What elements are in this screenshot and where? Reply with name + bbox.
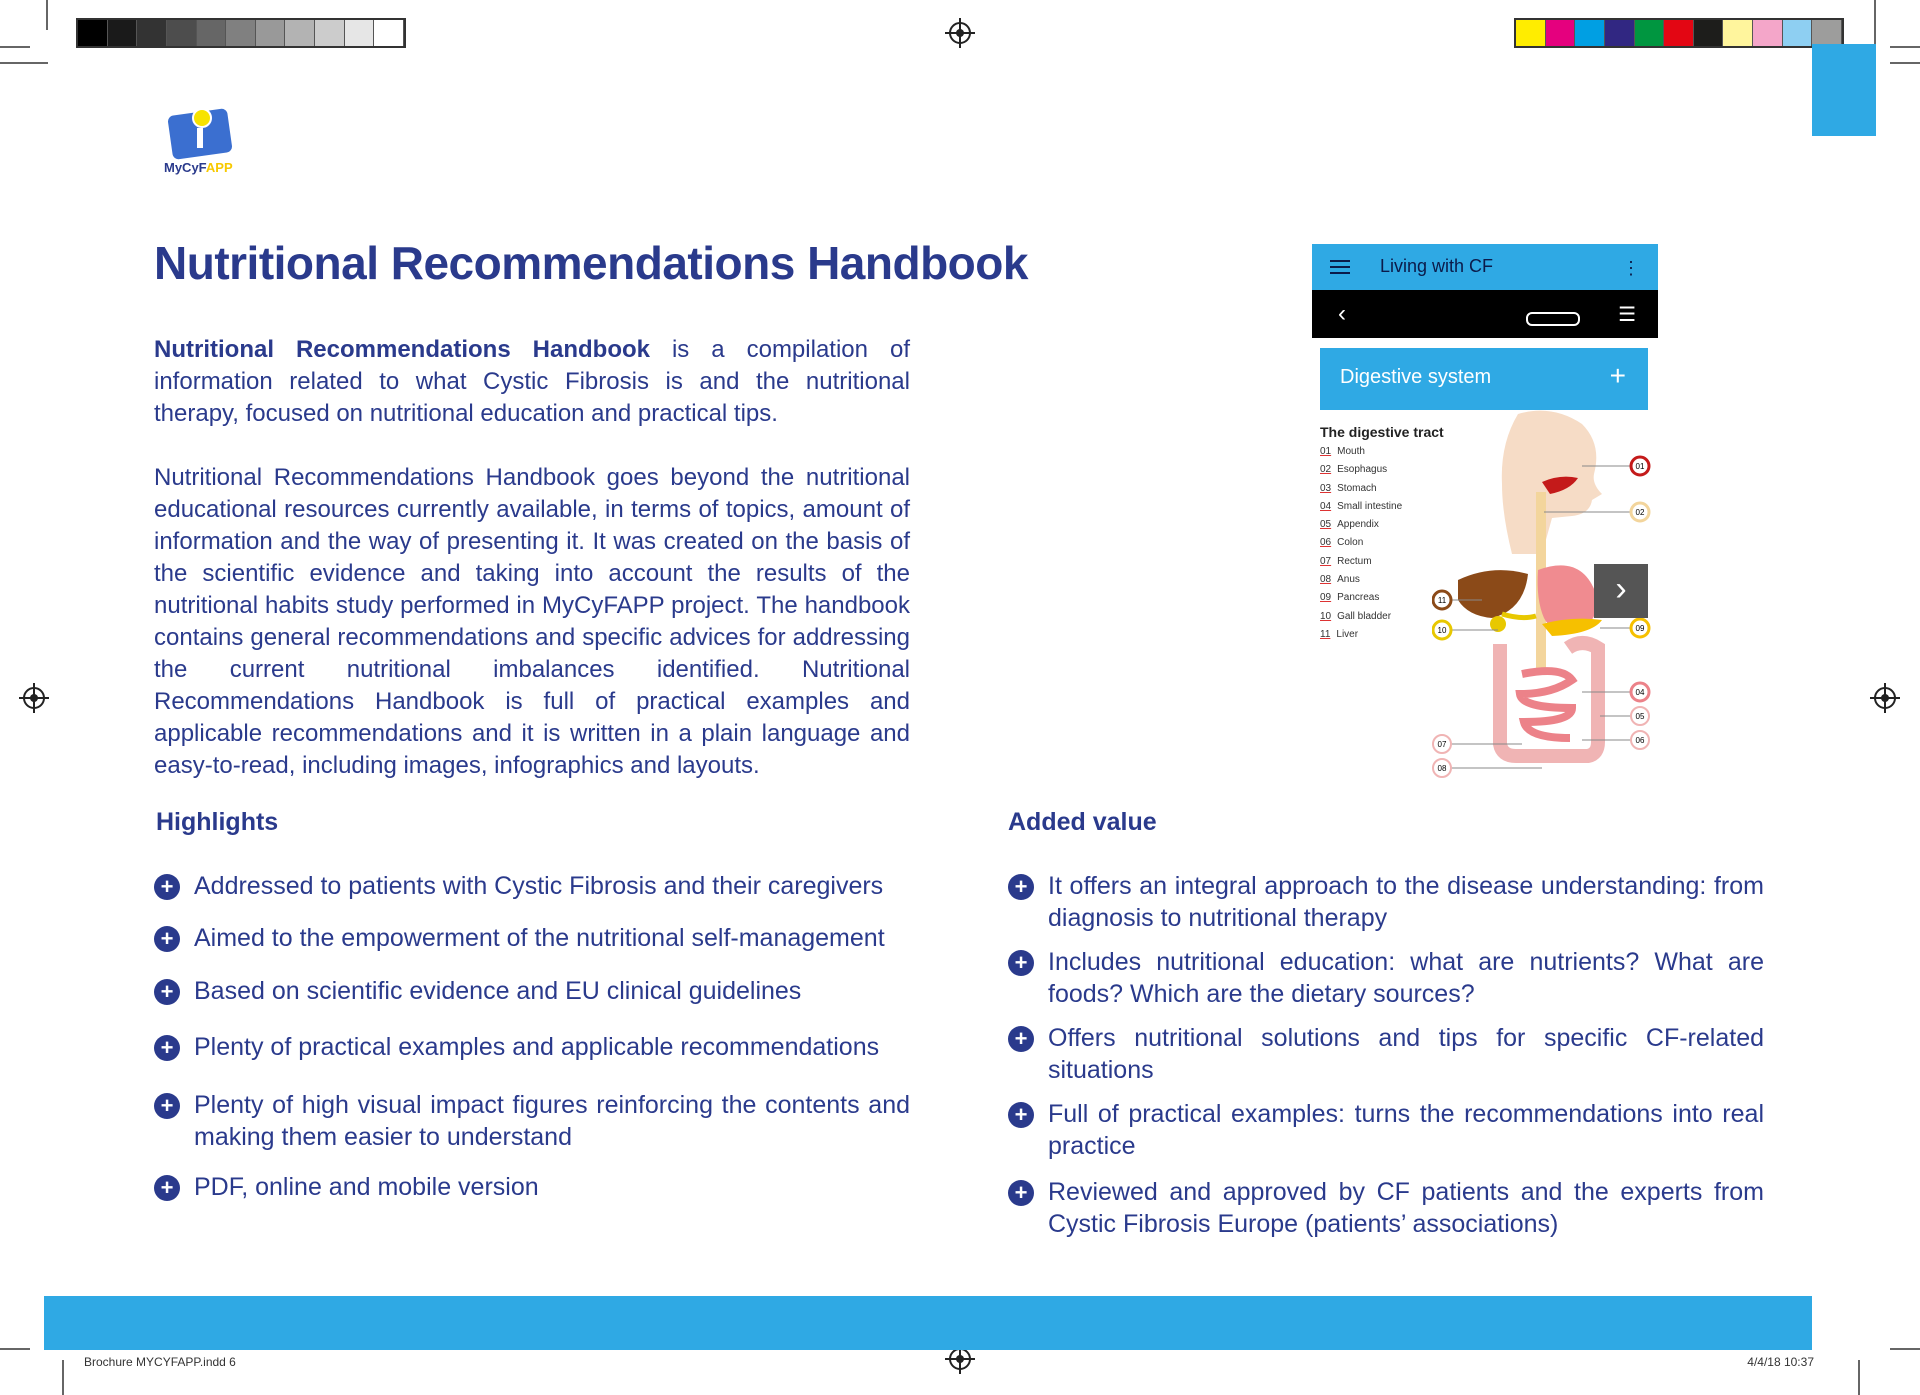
footer-blue-band — [44, 1296, 1812, 1350]
callout-label: 06 — [1635, 736, 1645, 745]
more-options-icon: ⋮ — [1622, 258, 1640, 278]
plus-bullet-icon: + — [1008, 1026, 1034, 1052]
organ-list-item — [1320, 483, 1440, 501]
highlights-heading: Highlights — [156, 808, 279, 836]
logo-text: MyCyFAPP — [164, 160, 233, 175]
calibration-swatch — [1516, 20, 1546, 46]
calibration-swatch — [1812, 20, 1842, 46]
calibration-swatch — [256, 20, 286, 46]
organ-number: 01 — [1320, 446, 1332, 457]
calibration-swatch — [167, 20, 197, 46]
callout-label: 10 — [1437, 626, 1447, 635]
list-item-text: Offers nutritional solutions and tips for specific CF-related situations — [1048, 1024, 1764, 1084]
calibration-swatch — [345, 20, 375, 46]
organ-list — [1320, 446, 1440, 647]
calibration-swatch — [315, 20, 345, 46]
calibration-swatch — [1605, 20, 1635, 46]
calibration-swatch — [1723, 20, 1753, 46]
calibration-swatch — [1575, 20, 1605, 46]
organ-list-item — [1320, 464, 1440, 482]
callout-label: 11 — [1437, 596, 1447, 605]
back-icon: ‹ — [1338, 300, 1346, 327]
crop-mark — [1890, 1348, 1920, 1350]
section-header-digestive — [1320, 348, 1648, 410]
list-item — [154, 870, 910, 902]
callout-label: 08 — [1437, 764, 1447, 773]
hamburger-menu-icon — [1330, 260, 1350, 274]
organ-number: 07 — [1320, 555, 1332, 567]
organ-list-item — [1320, 556, 1440, 574]
calibration-swatch — [197, 20, 227, 46]
registration-mark-icon — [949, 1348, 971, 1370]
organ-list-item — [1320, 501, 1440, 519]
app-screenshot — [1312, 244, 1658, 784]
footer-filename: Brochure MYCYFAPP.indd 6 — [84, 1355, 236, 1369]
list-item — [1008, 1098, 1764, 1162]
intro-text — [154, 334, 910, 814]
organ-label: Mouth — [1337, 446, 1365, 457]
organ-label: Rectum — [1337, 555, 1372, 567]
crop-mark — [62, 1360, 64, 1395]
crop-mark — [1890, 62, 1920, 64]
crop-mark — [1874, 0, 1876, 44]
organ-label: Small intestine — [1337, 500, 1403, 512]
organ-list-item — [1320, 574, 1440, 592]
organ-label: Anus — [1337, 574, 1360, 586]
callout-label: 07 — [1437, 740, 1447, 749]
registration-mark-icon — [949, 22, 971, 44]
organ-list-item — [1320, 611, 1440, 629]
added-value-heading: Added value — [1008, 808, 1157, 836]
list-item — [154, 922, 910, 954]
app-bar — [1312, 244, 1658, 290]
page-title: Nutritional Recommendations Handbook — [154, 237, 1028, 289]
plus-bullet-icon: + — [1008, 1180, 1034, 1206]
organ-list-item — [1320, 519, 1440, 537]
calibration-swatch — [1635, 20, 1665, 46]
list-item — [154, 1171, 910, 1203]
organ-label: Esophagus — [1337, 464, 1388, 476]
android-nav-bar — [1312, 290, 1658, 338]
registration-mark-icon — [1874, 687, 1896, 709]
logo-person-body — [197, 128, 203, 148]
organ-label: Stomach — [1337, 482, 1377, 494]
organ-list-item — [1320, 629, 1440, 647]
gray-calibration-strip — [76, 18, 406, 48]
list-item — [154, 975, 910, 1007]
mycyfapp-logo — [164, 100, 244, 180]
color-calibration-strip — [1514, 18, 1844, 48]
organ-number: 03 — [1320, 482, 1332, 494]
list-item — [154, 1031, 910, 1063]
organ-label: Gall bladder — [1337, 610, 1392, 622]
plus-bullet-icon: + — [1008, 950, 1034, 976]
crop-mark — [0, 46, 30, 48]
crop-mark — [0, 62, 48, 64]
calibration-swatch — [78, 20, 108, 46]
calibration-swatch — [1664, 20, 1694, 46]
organ-number: 05 — [1320, 519, 1332, 531]
plus-bullet-icon: + — [1008, 1102, 1034, 1128]
callout-label: 02 — [1635, 508, 1645, 517]
intro-paragraph-2: Nutritional Recommendations Handbook goes beyond the nutritional educational resources currently available, in terms of topics, amount of information and the way of presenting it. It was created on the basis of the scientific evidence and taking into account the results of the nutritional habits study performed in MyCyFAPP project. The handbook contains general recommendations and specific advices for addressing the current nutritional imbalances identified. Nutritional Recommendations Handbook is full of practical examples and applicable recommendations and it is written in a plain language and easy-to-read, including images, infographics and layouts. — [154, 464, 910, 779]
list-item-text: Includes nutritional education: what are nutrients? What are foods? Which are the dietary sources? — [1048, 948, 1764, 1008]
crop-mark — [1890, 46, 1920, 48]
list-item — [1008, 1176, 1764, 1240]
list-item-text: Full of practical examples: turns the recommendations into real practice — [1048, 1100, 1764, 1160]
calibration-swatch — [137, 20, 167, 46]
intro-paragraph-1: Nutritional Recommendations Handbook is a compilation of information related to what Cystic Fibrosis is and the nutritional therapy, focused on nutritional education and practical tips. — [154, 336, 910, 427]
calibration-swatch — [1753, 20, 1783, 46]
calibration-swatch — [1694, 20, 1724, 46]
organ-number: 11 — [1320, 628, 1331, 640]
crop-mark — [0, 1348, 30, 1350]
plus-bullet-icon: + — [154, 874, 180, 900]
plus-bullet-icon: + — [154, 1175, 180, 1201]
recents-icon: ☰ — [1618, 304, 1636, 326]
calibration-swatch — [226, 20, 256, 46]
callout-label: 01 — [1635, 462, 1645, 471]
callout-label: 04 — [1635, 688, 1645, 697]
list-item-text: Based on scientific evidence and EU clinical guidelines — [194, 977, 802, 1005]
list-item — [1008, 946, 1764, 1010]
callout-label: 05 — [1635, 712, 1645, 721]
organ-list-item — [1320, 592, 1440, 610]
calibration-swatch — [108, 20, 138, 46]
plus-bullet-icon: + — [154, 979, 180, 1005]
list-item-text: PDF, online and mobile version — [194, 1173, 539, 1201]
list-item-text: It offers an integral approach to the disease understanding: from diagnosis to nutritional therapy — [1048, 872, 1764, 932]
organ-number: 02 — [1320, 464, 1332, 476]
organ-label: Pancreas — [1337, 592, 1380, 604]
organ-label: Liver — [1336, 628, 1359, 640]
footer-timestamp: 4/4/18 10:37 — [1747, 1355, 1814, 1369]
calibration-swatch — [1783, 20, 1813, 46]
calibration-swatch — [374, 20, 404, 46]
home-pill-icon — [1526, 312, 1580, 326]
list-item-text: Plenty of practical examples and applicable recommendations — [194, 1033, 880, 1061]
organ-label: Colon — [1337, 537, 1364, 549]
logo-person-icon — [192, 108, 212, 128]
registration-mark-icon — [23, 687, 45, 709]
organ-list-item — [1320, 537, 1440, 555]
plus-bullet-icon: + — [154, 1093, 180, 1119]
callout-label: 09 — [1635, 624, 1645, 633]
list-item — [1008, 1022, 1764, 1086]
added-value-list — [1008, 870, 1764, 1240]
list-item-text: Plenty of high visual impact figures reinforcing the contents and making them easier to understand — [194, 1091, 910, 1151]
crop-mark — [46, 0, 48, 30]
organ-number: 09 — [1320, 592, 1332, 604]
organ-number: 06 — [1320, 537, 1332, 549]
list-item-text: Aimed to the empowerment of the nutritional self-management — [194, 924, 885, 952]
list-item-text: Reviewed and approved by CF patients and the experts from Cystic Fibrosis Europe (patients’ associations) — [1048, 1178, 1764, 1238]
list-item-text: Addressed to patients with Cystic Fibrosis and their caregivers — [194, 872, 884, 900]
section-label: Digestive system — [1340, 366, 1492, 388]
list-item — [154, 1089, 910, 1153]
corner-blue-tab — [1812, 44, 1876, 136]
calibration-swatch — [1546, 20, 1576, 46]
organ-number: 08 — [1320, 574, 1332, 586]
organ-list-item — [1320, 446, 1440, 464]
organ-number: 04 — [1320, 500, 1332, 512]
next-arrow-button[interactable]: › — [1594, 564, 1648, 618]
calibration-swatch — [285, 20, 315, 46]
list-item — [1008, 870, 1764, 934]
organ-label: Appendix — [1337, 519, 1379, 531]
plus-bullet-icon: + — [1008, 874, 1034, 900]
digestive-tract-title: The digestive tract — [1320, 424, 1444, 440]
plus-bullet-icon: + — [154, 926, 180, 952]
crop-mark — [1858, 1360, 1860, 1395]
expand-plus-icon: + — [1609, 360, 1626, 391]
app-title: Living with CF — [1380, 256, 1494, 276]
highlights-list — [154, 870, 910, 1203]
organ-number: 10 — [1320, 610, 1332, 622]
plus-bullet-icon: + — [154, 1035, 180, 1061]
